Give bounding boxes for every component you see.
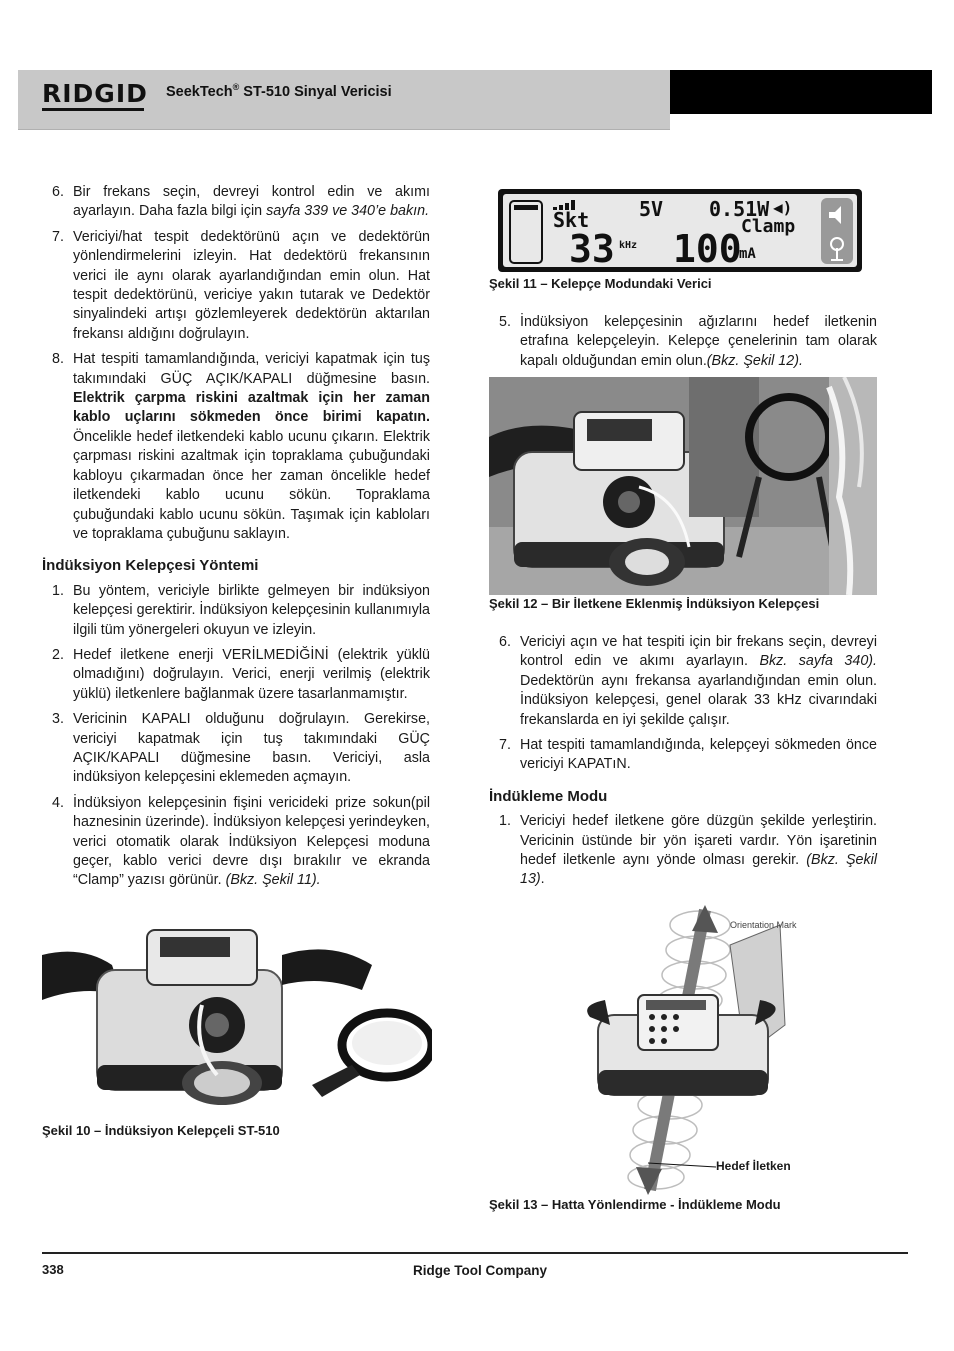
- speaker-antenna-icons: [821, 198, 853, 264]
- orientation-mark-label: Orientation Mark: [730, 920, 797, 930]
- list-item: 6. Vericiyi açın ve hat tespiti için bir frekans seçin, devreyi kontrol edin ve akımı ayarlayın. Bkz. sayfa 340). Dedektörün aynı frekansa ayarlandığından emin olun. İndüksiyon kelepçesi, genel olarak 33 kHz civarındaki frekanslarda en iyi şekilde çalışır.: [499, 634, 878, 728]
- logo-underline: [42, 108, 144, 111]
- list-item: 4. İndüksiyon kelepçesinin fişini vericideki prize sokun(pil haznesinin üzerinde). İndüksiyon kelepçesi yerindeyken, verici otomatik olarak İndüksiyon Kelepçesi moduna geçer, kablo verici devre dışı bırakılır ve ekranda “Clamp” yazısı görünür. (Bkz. Şekil 11).: [52, 794, 430, 889]
- list-item: 7. Hat tespiti tamamlandığında, kelepçeyi sökmeden önce vericiyi KAPATıN.: [499, 737, 877, 773]
- right-column-a: [489, 313, 877, 377]
- footer-company: Ridge Tool Company: [413, 1263, 547, 1278]
- list-item: 5. İndüksiyon kelepçesinin ağızlarını hedef iletkenin etrafına kelepçeleyin. Kelepçe çenelerinin tam olarak kapalı olduğundan emin olun.(Bkz. Şekil 12).: [499, 314, 877, 369]
- list-item: 1. Bu yöntem, vericiyle birlikte gelmeyen bir indüksiyon kelepçesi gerektirir. İndüksiyon kelepçesinin kullanımıyla ilgili tüm yönergeleri okuyun ve izleyin.: [52, 582, 430, 638]
- lcd-voltage: 5V: [639, 197, 664, 221]
- battery-icon: [509, 200, 543, 264]
- speaker-icon: ◀): [773, 198, 793, 217]
- lcd-current-unit: mA: [739, 246, 756, 262]
- figure-13-caption: Şekil 13 – Hatta Yönlendirme - İndükleme Modu: [489, 1197, 781, 1212]
- figure-10-photo: [42, 925, 432, 1120]
- list-item: 3. Vericinin KAPALI olduğunu doğrulayın. Gerekirse, vericiyi kapatmak için tuş takımındaki GÜÇ AÇIK/KAPALI düğmesine basın. Vericiyi, asla indüksiyon kelepçesini eklemeden açmayın.: [52, 711, 430, 786]
- lcd-clamp: Clamp: [741, 216, 796, 237]
- figure-11-caption: Şekil 11 – Kelepçe Modundaki Verici: [489, 276, 712, 291]
- lcd-power: 0.51W: [709, 197, 770, 221]
- list-item: 2. Hedef iletkene enerji VERİLMEDİĞİNİ (elektrik yüklü olmadığını) doğrulayın. Verici, enerji verilmiş (elektrik yüklü) iletkenlere bağlanmak üzere tasarlanmamıştır.: [52, 646, 430, 702]
- right-column-b: [489, 633, 877, 896]
- figure-12-caption: Şekil 12 – Bir İletkene Eklenmiş İndüksiyon Kelepçesi: [489, 596, 820, 611]
- figure-12-photo: [489, 377, 877, 595]
- figure-10-caption: Şekil 10 – İndüksiyon Kelepçeli ST-510: [42, 1123, 280, 1138]
- ridgid-logo: RIDGID: [42, 79, 148, 108]
- lcd-frequency: 33: [569, 227, 615, 267]
- page-title: SeekTech® ST-510 Sinyal Vericisi: [166, 82, 392, 100]
- section-heading: İndükleme Modu: [489, 787, 608, 805]
- page-number: 338: [42, 1262, 64, 1277]
- list-item: 8. Hat tespiti tamamlandığında, vericiyi kapatmak için tuş takımındaki GÜÇ AÇIK/KAPALI düğmesine basın. Elektrik çarpma riskini azaltmak için her zaman kablo uçlarını sökmeden önce birimi kapatın. Öncelikle hedef iletkendeki kablo ucunu çıkarın. Elektrik çarpması riskini azaltmak için topraklama çubuğundaki kabloyu çıkarmadan önce her zaman öncelikle hedef iletkendeki kablo ucunu sökün. Topraklama çubuğundaki kablo ucunu sökün. Taşımak için kabloları ve topraklama çubuğunu saklayın.: [52, 351, 430, 542]
- header-black-block: [670, 70, 932, 114]
- lcd-mode: Skt: [553, 208, 590, 232]
- lcd-current: 100: [673, 227, 742, 267]
- footer-rule: [42, 1252, 908, 1254]
- list-item: 1. Vericiyi hedef iletkene göre düzgün şekilde yerleştirin. Vericinin üstünde bir yön işareti vardır. Yön işaretinin hedef iletkenle aynı yönde olması gerekir. (Bkz. Şekil 13).: [499, 813, 877, 888]
- left-column: [42, 183, 430, 897]
- figure-11-lcd-display: [498, 189, 862, 272]
- list-item: 6. Bir frekans seçin, devreyi kontrol edin ve akımı ayarlayın. Daha fazla bilgi için sayfa 339 ve 340’e bakın.: [52, 184, 430, 220]
- figure-13-diagram: [570, 905, 802, 1195]
- lcd-frequency-unit: kHz: [619, 240, 638, 251]
- list-item: 7. Vericiyi/hat tespit dedektörünü açın ve dedektörün yönlendirmelerini izleyin. Hat dedektörü frekansının verici ile aynı olarak ayarlandığından emin olun. Hat tespit dedektörünü, vericiye yakın tutarak ve Dedektör sinyalindeki artışı gözlemleyerek dedektörün aktarılan frekansı aldığını doğrulayın.: [52, 228, 430, 342]
- section-heading: İndüksiyon Kelepçesi Yöntemi: [42, 557, 259, 575]
- target-conductor-label: Hedef İletken: [716, 1159, 791, 1173]
- lcd-screen: [503, 194, 857, 267]
